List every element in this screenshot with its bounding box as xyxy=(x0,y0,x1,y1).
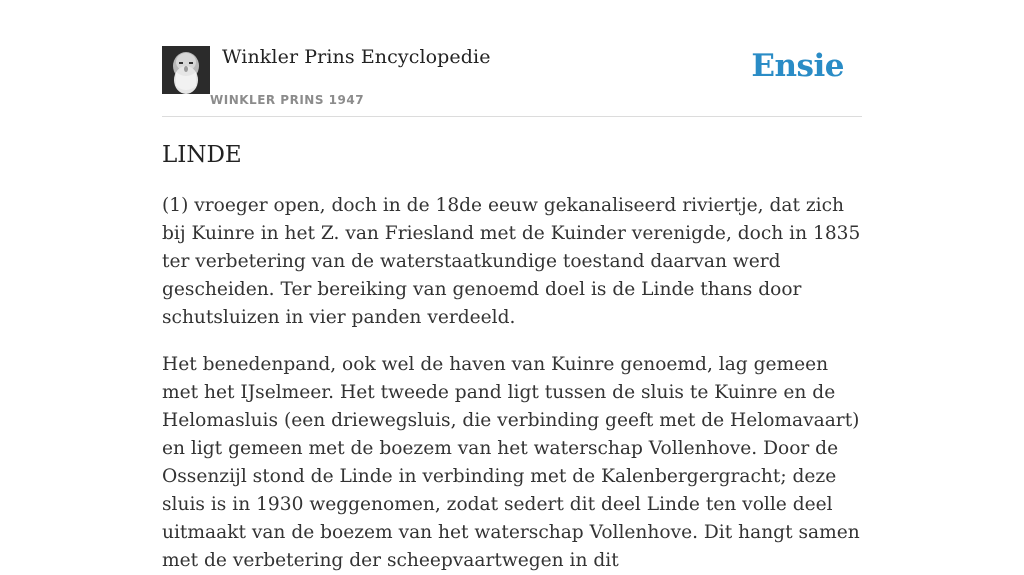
article xyxy=(162,140,862,575)
article-paragraph: Het benedenpand, ook wel de haven van Kuinre genoemd, lag gemeen met het IJselmeer. Het tweede pand ligt tussen de sluis te Kuinre en de Helomasluis (een driewegsluis, die verbinding geeft met de Helomavaart) en ligt gemeen met de boezem van het waterschap Vollenhove. Door de Ossenzijl stond de Linde in verbinding met de Kalenbergergracht; deze sluis is in 1930 weggenomen, zodat sedert dit deel Linde ten volle deel uitmaakt van de boezem van het waterschap Vollenhove. Dit hangt samen met de verbetering der scheepvaartwegen in dit xyxy=(162,354,860,571)
article-title: LINDE xyxy=(162,142,242,168)
source-header xyxy=(162,46,862,117)
article-paragraph: (1) vroeger open, doch in de 18de eeuw gekanaliseerd riviertje, dat zich bij Kuinre in het Z. van Friesland met de Kuinder verenigde, doch in 1835 ter verbetering van de waterstaatkundige toestand daarvan werd gescheiden. Ter bereiking van genoemd doel is de Linde thans door schutsluizen in vier panden verdeeld. xyxy=(162,195,861,328)
source-title[interactable]: Winkler Prins Encyclopedie xyxy=(222,46,491,68)
portrait-image xyxy=(162,46,210,94)
author-avatar[interactable] xyxy=(162,46,210,94)
source-subtitle[interactable]: WINKLER PRINS 1947 xyxy=(210,93,365,107)
ensie-logo[interactable]: Ensie xyxy=(751,48,844,84)
